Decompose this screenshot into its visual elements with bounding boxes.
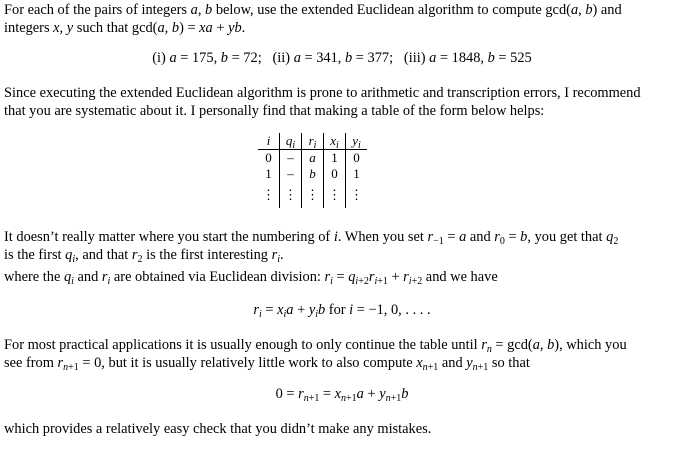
table-row: 1 – b 0 1 [258, 166, 367, 182]
intro-text: below, use the extended Euclidean algorithm to compute gcd( [212, 2, 571, 18]
pair-item: (iii) a = 1848, b = 525 [403, 50, 532, 66]
pair-item: (ii) a = 341, b = 377; [272, 50, 394, 66]
intro-text: ) and [592, 2, 622, 18]
intro-text: ) = [179, 20, 200, 36]
intro-text: integers [4, 20, 54, 36]
header-r: $r_i$ [302, 133, 324, 150]
bezout-equation: $r_i = x_ia + y_ib$ for i = −1, 0, . . . . [253, 302, 431, 320]
header-q: $q_i$ [280, 133, 302, 150]
math-xy: x, y [53, 20, 74, 36]
table-row: 0 – a 1 0 [258, 150, 367, 167]
paragraph-line: Since executing the extended Euclidean algorithm is prone to arithmetic and transcription errors, I recommend [4, 85, 641, 101]
math-yb: yb [228, 20, 242, 36]
math-ab: a, b [570, 2, 593, 18]
math-ab: a, b [157, 20, 180, 36]
exercise-pairs [4, 49, 680, 67]
math-xa: xa [199, 20, 213, 36]
header-x: $x_i$ [324, 133, 346, 150]
table-row-ellipsis: ⋮ ⋮ ⋮ ⋮ ⋮ [258, 182, 367, 208]
intro-text: For each of the pairs of integers [4, 2, 191, 18]
intro-text: . [241, 20, 246, 36]
intro-paragraph [4, 1, 680, 37]
header-i: i [258, 133, 280, 150]
math-ab: a, b [190, 2, 213, 18]
paragraph-line: that you are systematic about it. I personally find that making a table of the form below helps: [4, 103, 545, 119]
check-equation: $0 = r_{n+1} = x_{n+1}a + y_{n+1}b$ [275, 386, 409, 404]
systematic-paragraph [4, 84, 680, 120]
division-paragraph: where the $q_i$ and $r_i$ are obtained via Euclidean division: $r_i = q_{i+2}r_{i+1} + r_{i+2}$ and we have [4, 269, 498, 287]
pair-item: (i) a = 175, b = 72; [152, 50, 262, 66]
intro-text: such that gcd( [73, 20, 158, 36]
euclid-table [258, 133, 367, 208]
intro-text: + [212, 20, 229, 36]
numbering-paragraph: It doesn’t really matter where you start the numbering of i. When you set $r_{-1} = a$ and $r_0 = b$, you get that $q_2$ is the first $q_i$, and that $r_2$ is the first interesting $r_i$. [4, 229, 619, 265]
practical-paragraph: For most practical applications it is usually enough to only continue the table until $r_n = \gcd(a$, b), which you see from $r_{n+1} = 0$, but it is usually relatively little work to also compute $x_{n+1}$ and $y_{n+1}$ so that [4, 337, 627, 373]
closing-paragraph: which provides a relatively easy check that you didn’t make any mistakes. [4, 421, 432, 437]
table-header-row [258, 133, 367, 150]
header-y: $y_i$ [346, 133, 368, 150]
